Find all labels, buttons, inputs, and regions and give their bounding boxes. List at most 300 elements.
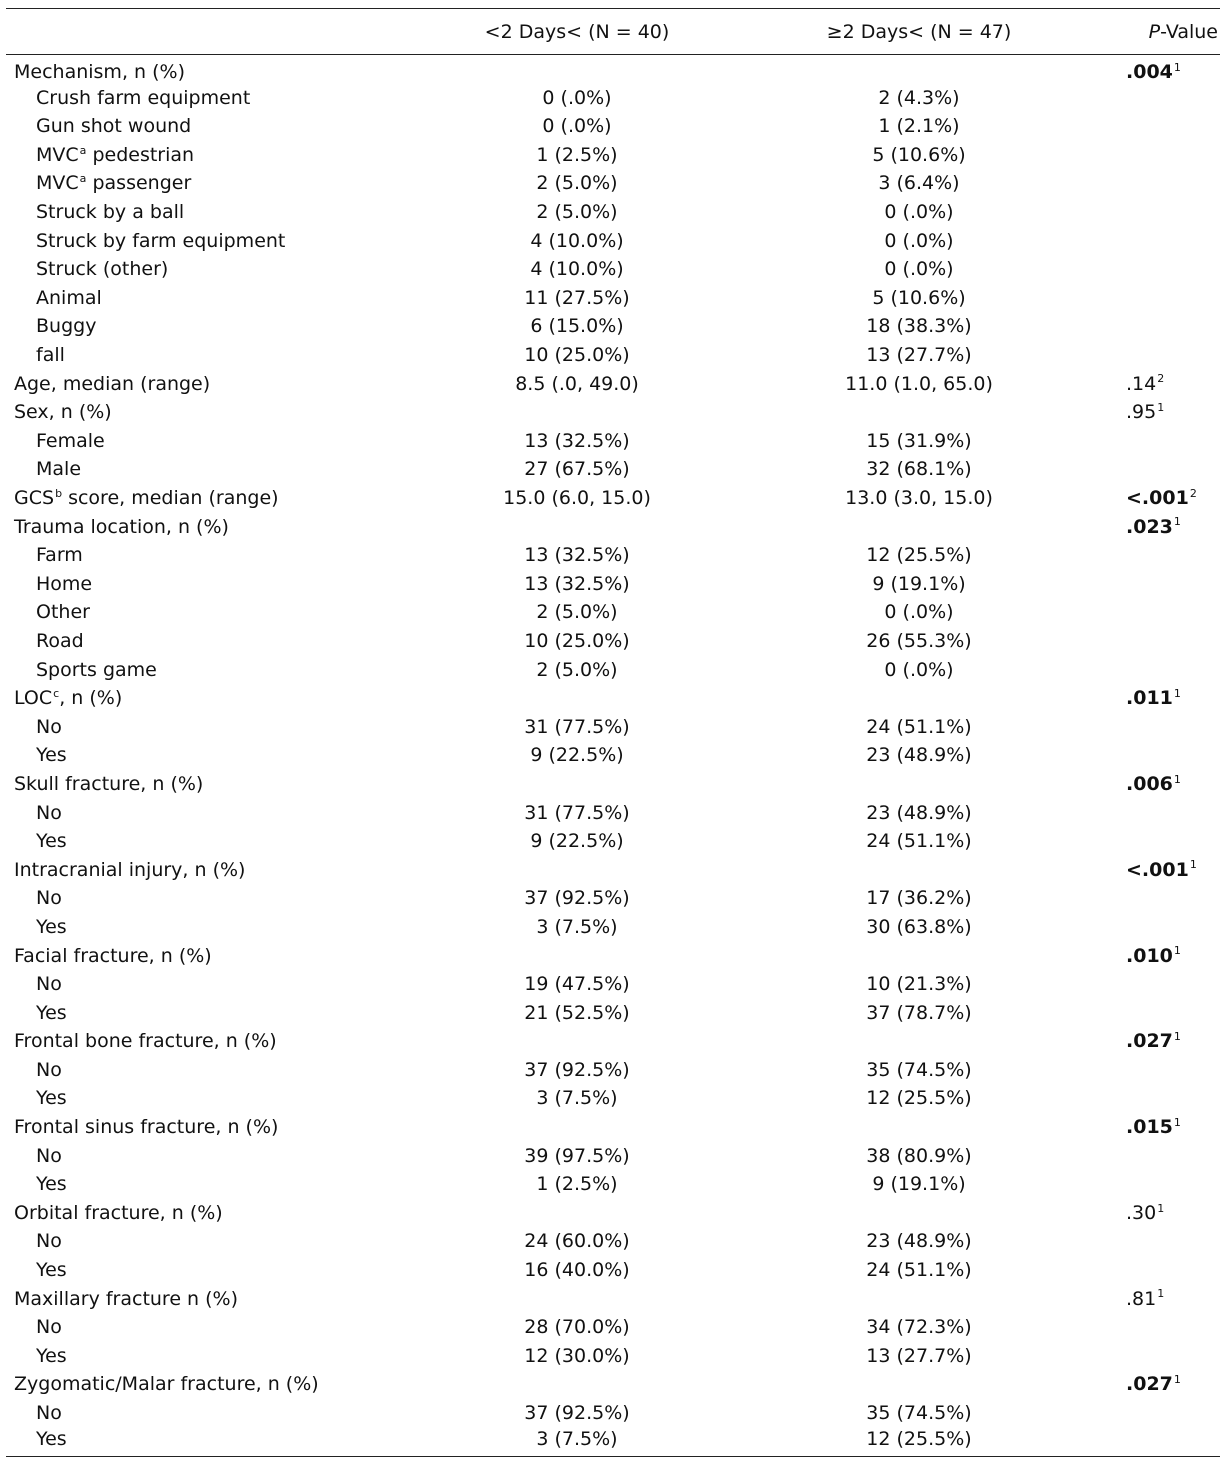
p-value — [1098, 1027, 1220, 1056]
row-label — [6, 112, 414, 141]
row-label — [6, 999, 414, 1028]
row-label — [6, 313, 414, 342]
row-label-text: Yes — [36, 1344, 67, 1367]
results-table-container — [6, 8, 1220, 1457]
p-value — [1098, 770, 1220, 799]
row-label — [6, 255, 414, 284]
value-under-2-days: 6 (15.0%) — [530, 315, 624, 338]
p-value-footnote-marker: 1 — [1173, 60, 1181, 74]
row-label-text: Struck by a ball — [36, 201, 185, 224]
p-value-number: .95 — [1126, 401, 1157, 424]
table-subrow — [6, 913, 1220, 942]
p-value — [1098, 112, 1220, 141]
p-value — [1098, 827, 1220, 856]
value-2-days-or-more: 34 (72.3%) — [866, 1316, 972, 1339]
table-subrow — [6, 1256, 1220, 1285]
value-under-2-days: 9 (22.5%) — [530, 830, 624, 853]
value-2-days-or-more: 26 (55.3%) — [866, 629, 972, 652]
value-2-days-or-more: 24 (51.1%) — [866, 1259, 972, 1282]
row-label-text-suffix: passenger — [86, 172, 192, 195]
p-value — [1098, 198, 1220, 227]
value-under-2-days: 27 (67.5%) — [524, 458, 630, 481]
p-value — [1098, 656, 1220, 685]
p-value — [1098, 398, 1220, 427]
table-subrow — [6, 827, 1220, 856]
value-2-days-or-more: 0 (.0%) — [884, 658, 954, 681]
table-subrow — [6, 1142, 1220, 1171]
table-subrow — [6, 541, 1220, 570]
value-under-2-days: 13 (32.5%) — [524, 429, 630, 452]
p-value — [1098, 999, 1220, 1028]
row-label — [6, 484, 414, 513]
value-2-days-or-more: 23 (48.9%) — [866, 1230, 972, 1253]
table-group-row — [6, 1113, 1220, 1142]
row-label-text: Female — [36, 429, 105, 452]
table-subrow — [6, 112, 1220, 141]
p-value-number: .14 — [1126, 372, 1157, 395]
row-label-text: No — [36, 1144, 62, 1167]
value-2-days-or-more — [740, 1371, 1098, 1400]
value-under-2-days: 2 (5.0%) — [536, 201, 618, 224]
row-label-text: Skull fracture, n (%) — [14, 772, 204, 795]
p-value — [1098, 713, 1220, 742]
value-2-days-or-more: 9 (19.1%) — [872, 1173, 966, 1196]
row-label — [6, 1113, 414, 1142]
value-under-2-days: 31 (77.5%) — [524, 801, 630, 824]
table-group-row — [6, 1371, 1220, 1400]
table-subrow — [6, 1342, 1220, 1371]
row-label-text-suffix: , n (%) — [59, 687, 123, 710]
value-2-days-or-more: 10 (21.3%) — [866, 973, 972, 996]
table-group-row — [6, 856, 1220, 885]
p-value-number: .027 — [1126, 1030, 1173, 1053]
row-label-text: Male — [36, 458, 82, 481]
value-2-days-or-more: 0 (.0%) — [884, 229, 954, 252]
value-2-days-or-more — [740, 398, 1098, 427]
row-label-text: GCS — [14, 487, 55, 509]
row-label-text: Yes — [36, 830, 67, 853]
row-label-text-suffix: pedestrian — [86, 143, 195, 166]
row-label-text: Yes — [36, 1259, 67, 1282]
p-value — [1098, 170, 1220, 199]
row-label — [6, 84, 414, 113]
row-label — [6, 656, 414, 685]
value-2-days-or-more: 5 (10.6%) — [872, 286, 966, 309]
row-label-text: Yes — [36, 1428, 67, 1451]
table-subrow — [6, 170, 1220, 199]
value-2-days-or-more: 12 (25.5%) — [866, 544, 972, 567]
p-value — [1098, 1113, 1220, 1142]
row-label — [6, 141, 414, 170]
value-under-2-days — [414, 770, 740, 799]
value-under-2-days: 3 (7.5%) — [536, 915, 618, 938]
p-value-number: .011 — [1126, 687, 1173, 710]
row-label-footnote-marker: c — [53, 686, 60, 700]
p-value — [1098, 1285, 1220, 1314]
table-subrow — [6, 970, 1220, 999]
p-value — [1098, 1428, 1220, 1457]
row-label — [6, 513, 414, 542]
row-label-text: Crush farm equipment — [36, 86, 251, 109]
table-group-row — [6, 513, 1220, 542]
value-2-days-or-more: 3 (6.4%) — [878, 172, 960, 195]
row-label-footnote-marker: a — [79, 172, 87, 186]
value-under-2-days: 37 (92.5%) — [524, 1402, 630, 1424]
row-label — [6, 1027, 414, 1056]
table-subrow — [6, 656, 1220, 685]
value-2-days-or-more — [740, 1199, 1098, 1228]
table-subrow — [6, 598, 1220, 627]
value-under-2-days — [414, 1027, 740, 1056]
value-under-2-days: 1 (2.5%) — [536, 143, 618, 166]
value-under-2-days: 11 (27.5%) — [524, 286, 630, 309]
row-label — [6, 170, 414, 199]
p-value-footnote-marker: 1 — [1173, 1115, 1181, 1129]
table-subrow — [6, 284, 1220, 313]
p-value — [1098, 370, 1220, 399]
value-under-2-days — [414, 684, 740, 713]
value-under-2-days: 8.5 (.0, 49.0) — [515, 372, 639, 395]
value-under-2-days: 0 (.0%) — [542, 86, 612, 109]
p-value — [1098, 684, 1220, 713]
row-label — [6, 570, 414, 599]
value-2-days-or-more — [740, 684, 1098, 713]
value-2-days-or-more: 15 (31.9%) — [866, 429, 972, 452]
value-under-2-days: 2 (5.0%) — [536, 172, 618, 195]
table-subrow — [6, 227, 1220, 256]
value-2-days-or-more: 24 (51.1%) — [866, 830, 972, 853]
row-label-text: Sex, n (%) — [14, 401, 112, 424]
value-2-days-or-more: 30 (63.8%) — [866, 915, 972, 938]
table-group-row — [6, 55, 1220, 84]
p-value — [1098, 55, 1220, 84]
row-label-text: MVC — [36, 172, 79, 195]
p-value — [1098, 427, 1220, 456]
value-under-2-days: 3 (7.5%) — [536, 1087, 618, 1110]
table-subrow — [6, 884, 1220, 913]
table-subrow — [6, 313, 1220, 342]
row-label — [6, 1399, 414, 1428]
row-label-text: Buggy — [36, 315, 97, 338]
p-value — [1098, 1313, 1220, 1342]
row-label — [6, 1228, 414, 1257]
value-under-2-days — [414, 1371, 740, 1400]
value-2-days-or-more: 23 (48.9%) — [866, 744, 972, 767]
p-value — [1098, 856, 1220, 885]
row-label-text: Animal — [36, 286, 102, 309]
p-value-footnote-marker: 2 — [1157, 372, 1165, 386]
p-value — [1098, 1056, 1220, 1085]
p-value — [1098, 1342, 1220, 1371]
row-label — [6, 856, 414, 885]
p-value-footnote-marker: 1 — [1157, 400, 1165, 414]
row-label-footnote-marker: a — [79, 143, 87, 157]
value-2-days-or-more: 24 (51.1%) — [866, 715, 972, 738]
value-under-2-days: 37 (92.5%) — [524, 887, 630, 910]
row-label-text: fall — [36, 344, 65, 367]
value-under-2-days: 3 (7.5%) — [414, 1428, 740, 1457]
value-2-days-or-more: 23 (48.9%) — [866, 801, 972, 824]
row-label-text: Sports game — [36, 658, 157, 681]
value-under-2-days: 2 (5.0%) — [536, 601, 618, 624]
row-label-text: MVC — [36, 143, 79, 166]
row-label — [6, 1170, 414, 1199]
p-value — [1098, 970, 1220, 999]
row-label — [6, 827, 414, 856]
row-label-text: Yes — [36, 1173, 67, 1196]
value-2-days-or-more: 13 (27.7%) — [866, 344, 972, 367]
row-label-text: Yes — [36, 915, 67, 938]
p-value-footnote-marker: 1 — [1173, 772, 1181, 786]
value-2-days-or-more — [740, 513, 1098, 542]
value-2-days-or-more — [740, 1027, 1098, 1056]
value-under-2-days: 24 (60.0%) — [524, 1230, 630, 1253]
header-under-2-days: <2 Days< (N = 40) — [414, 9, 740, 55]
value-2-days-or-more: 2 (4.3%) — [878, 86, 960, 109]
p-value-number: .023 — [1126, 515, 1173, 538]
row-label-text: Struck by farm equipment — [36, 229, 286, 252]
row-label-text: Gun shot wound — [36, 115, 192, 138]
row-label — [6, 970, 414, 999]
p-value — [1098, 741, 1220, 770]
value-under-2-days: 19 (47.5%) — [524, 973, 630, 996]
value-2-days-or-more: 38 (80.9%) — [866, 1144, 972, 1167]
table-subrow — [6, 255, 1220, 284]
row-label-text: Farm — [36, 544, 83, 567]
value-under-2-days: 21 (52.5%) — [524, 1001, 630, 1024]
row-label — [6, 598, 414, 627]
p-value-footnote-marker: 1 — [1173, 686, 1181, 700]
p-value — [1098, 313, 1220, 342]
value-2-days-or-more: 9 (19.1%) — [872, 572, 966, 595]
row-label — [6, 1285, 414, 1314]
table-subrow — [6, 198, 1220, 227]
p-value-number: <.001 — [1126, 858, 1189, 881]
header-row — [6, 9, 1220, 55]
value-under-2-days: 28 (70.0%) — [524, 1316, 630, 1339]
p-value — [1098, 84, 1220, 113]
row-label-text: Mechanism, n (%) — [14, 61, 185, 83]
p-value — [1098, 942, 1220, 971]
p-value-number: <.001 — [1126, 487, 1189, 509]
row-label-text: No — [36, 801, 62, 824]
p-value — [1098, 1199, 1220, 1228]
row-label-text: No — [36, 1316, 62, 1339]
row-label — [6, 942, 414, 971]
p-value — [1098, 913, 1220, 942]
row-label — [6, 1056, 414, 1085]
p-value-number: .81 — [1126, 1287, 1157, 1310]
row-label-text: Yes — [36, 1087, 67, 1110]
p-value — [1098, 1170, 1220, 1199]
header-p-letter: P — [1148, 20, 1161, 43]
value-under-2-days: 13 (32.5%) — [524, 572, 630, 595]
value-2-days-or-more — [740, 55, 1098, 84]
value-2-days-or-more: 32 (68.1%) — [866, 458, 972, 481]
value-2-days-or-more: 0 (.0%) — [884, 258, 954, 281]
header-2-days-or-more: ≥2 Days< (N = 47) — [740, 9, 1098, 55]
row-label — [6, 1142, 414, 1171]
row-label — [6, 1256, 414, 1285]
table-subrow — [6, 799, 1220, 828]
row-label-text: Other — [36, 601, 90, 624]
row-label-text: Facial fracture, n (%) — [14, 944, 212, 967]
row-label — [6, 1313, 414, 1342]
table-subrow — [6, 741, 1220, 770]
value-2-days-or-more — [740, 770, 1098, 799]
table-body — [6, 55, 1220, 1457]
value-under-2-days: 15.0 (6.0, 15.0) — [503, 487, 651, 509]
value-under-2-days: 31 (77.5%) — [524, 715, 630, 738]
p-value-footnote-marker: 1 — [1157, 1287, 1165, 1301]
value-under-2-days: 13 (32.5%) — [524, 544, 630, 567]
row-label-text: Frontal bone fracture, n (%) — [14, 1030, 277, 1053]
row-label-text: Yes — [36, 744, 67, 767]
row-label — [6, 227, 414, 256]
p-value — [1098, 884, 1220, 913]
value-2-days-or-more: 35 (74.5%) — [866, 1058, 972, 1081]
table-subrow — [6, 999, 1220, 1028]
p-value-number: .004 — [1126, 61, 1173, 83]
p-value — [1098, 255, 1220, 284]
header-label-cell — [6, 9, 414, 55]
row-label — [6, 1342, 414, 1371]
row-label-text: No — [36, 1058, 62, 1081]
value-2-days-or-more — [740, 856, 1098, 885]
p-value — [1098, 456, 1220, 485]
p-value — [1098, 484, 1220, 513]
value-2-days-or-more: 17 (36.2%) — [866, 887, 972, 910]
p-value-footnote-marker: 1 — [1173, 1029, 1181, 1043]
results-table — [6, 8, 1220, 1457]
row-label-text: No — [36, 715, 62, 738]
row-label-text: Home — [36, 572, 93, 595]
table-group-row — [6, 398, 1220, 427]
table-subrow — [6, 570, 1220, 599]
value-under-2-days: 1 (2.5%) — [536, 1173, 618, 1196]
value-2-days-or-more: 1 (2.1%) — [878, 115, 960, 138]
row-label-text: No — [36, 1230, 62, 1253]
value-under-2-days: 9 (22.5%) — [530, 744, 624, 767]
row-label — [6, 884, 414, 913]
value-2-days-or-more — [740, 1113, 1098, 1142]
p-value — [1098, 513, 1220, 542]
p-value — [1098, 541, 1220, 570]
header-p-suffix: -Value — [1160, 20, 1218, 43]
row-label — [6, 627, 414, 656]
table-subrow — [6, 84, 1220, 113]
table-subrow — [6, 1399, 1220, 1428]
value-2-days-or-more: 35 (74.5%) — [866, 1402, 972, 1424]
table-subrow — [6, 456, 1220, 485]
p-value-number: .027 — [1126, 1373, 1173, 1396]
p-value-number: .30 — [1126, 1201, 1157, 1224]
row-label-text: Age, median (range) — [14, 372, 211, 395]
table-subrow — [6, 427, 1220, 456]
table-group-row — [6, 770, 1220, 799]
p-value — [1098, 1228, 1220, 1257]
value-under-2-days: 12 (30.0%) — [524, 1344, 630, 1367]
p-value — [1098, 1085, 1220, 1114]
table-group-row — [6, 684, 1220, 713]
table-subrow — [6, 1056, 1220, 1085]
row-label — [6, 1428, 414, 1457]
row-label — [6, 770, 414, 799]
value-2-days-or-more: 12 (25.5%) — [740, 1428, 1098, 1457]
p-value — [1098, 1142, 1220, 1171]
p-value — [1098, 627, 1220, 656]
row-label — [6, 713, 414, 742]
p-value — [1098, 570, 1220, 599]
table-subrow — [6, 1428, 1220, 1457]
row-label — [6, 198, 414, 227]
p-value — [1098, 284, 1220, 313]
value-2-days-or-more: 12 (25.5%) — [866, 1087, 972, 1110]
row-label-text-suffix: score, median (range) — [62, 487, 279, 509]
table-subrow — [6, 341, 1220, 370]
row-label-footnote-marker: b — [55, 486, 63, 500]
row-label — [6, 341, 414, 370]
value-2-days-or-more: 11.0 (1.0, 65.0) — [845, 372, 993, 395]
row-label-text: Road — [36, 629, 84, 652]
value-under-2-days: 39 (97.5%) — [524, 1144, 630, 1167]
p-value — [1098, 341, 1220, 370]
value-2-days-or-more: 5 (10.6%) — [872, 143, 966, 166]
value-2-days-or-more — [740, 942, 1098, 971]
value-under-2-days: 0 (.0%) — [542, 115, 612, 138]
value-2-days-or-more: 0 (.0%) — [884, 601, 954, 624]
table-group-row — [6, 1285, 1220, 1314]
row-label-text: No — [36, 973, 62, 996]
value-2-days-or-more: 13.0 (3.0, 15.0) — [845, 487, 993, 509]
table-subrow — [6, 1170, 1220, 1199]
p-value — [1098, 1399, 1220, 1428]
table-subrow — [6, 1313, 1220, 1342]
row-label — [6, 398, 414, 427]
value-under-2-days: 4 (10.0%) — [530, 258, 624, 281]
p-value-number: .010 — [1126, 944, 1173, 967]
value-2-days-or-more: 37 (78.7%) — [866, 1001, 972, 1024]
row-label-text: Intracranial injury, n (%) — [14, 858, 246, 881]
row-label-text: LOC — [14, 687, 53, 710]
p-value — [1098, 799, 1220, 828]
row-label-text: Trauma location, n (%) — [14, 515, 229, 538]
p-value — [1098, 598, 1220, 627]
table-subrow — [6, 141, 1220, 170]
value-2-days-or-more: 18 (38.3%) — [866, 315, 972, 338]
value-2-days-or-more: 0 (.0%) — [884, 201, 954, 224]
table-group-row — [6, 370, 1220, 399]
row-label-text: Yes — [36, 1001, 67, 1024]
row-label-text: Struck (other) — [36, 258, 169, 281]
p-value-number: .006 — [1126, 772, 1173, 795]
row-label-text: Zygomatic/Malar fracture, n (%) — [14, 1373, 319, 1396]
p-value-footnote-marker: 1 — [1173, 944, 1181, 958]
p-value — [1098, 141, 1220, 170]
row-label — [6, 541, 414, 570]
table-subrow — [6, 713, 1220, 742]
value-under-2-days: 16 (40.0%) — [524, 1259, 630, 1282]
p-value — [1098, 227, 1220, 256]
p-value-footnote-marker: 1 — [1189, 858, 1197, 872]
value-2-days-or-more — [740, 1285, 1098, 1314]
value-under-2-days — [414, 513, 740, 542]
row-label — [6, 1371, 414, 1400]
row-label — [6, 1085, 414, 1114]
value-2-days-or-more: 13 (27.7%) — [866, 1344, 972, 1367]
value-under-2-days: 10 (25.0%) — [524, 629, 630, 652]
value-under-2-days: 2 (5.0%) — [536, 658, 618, 681]
